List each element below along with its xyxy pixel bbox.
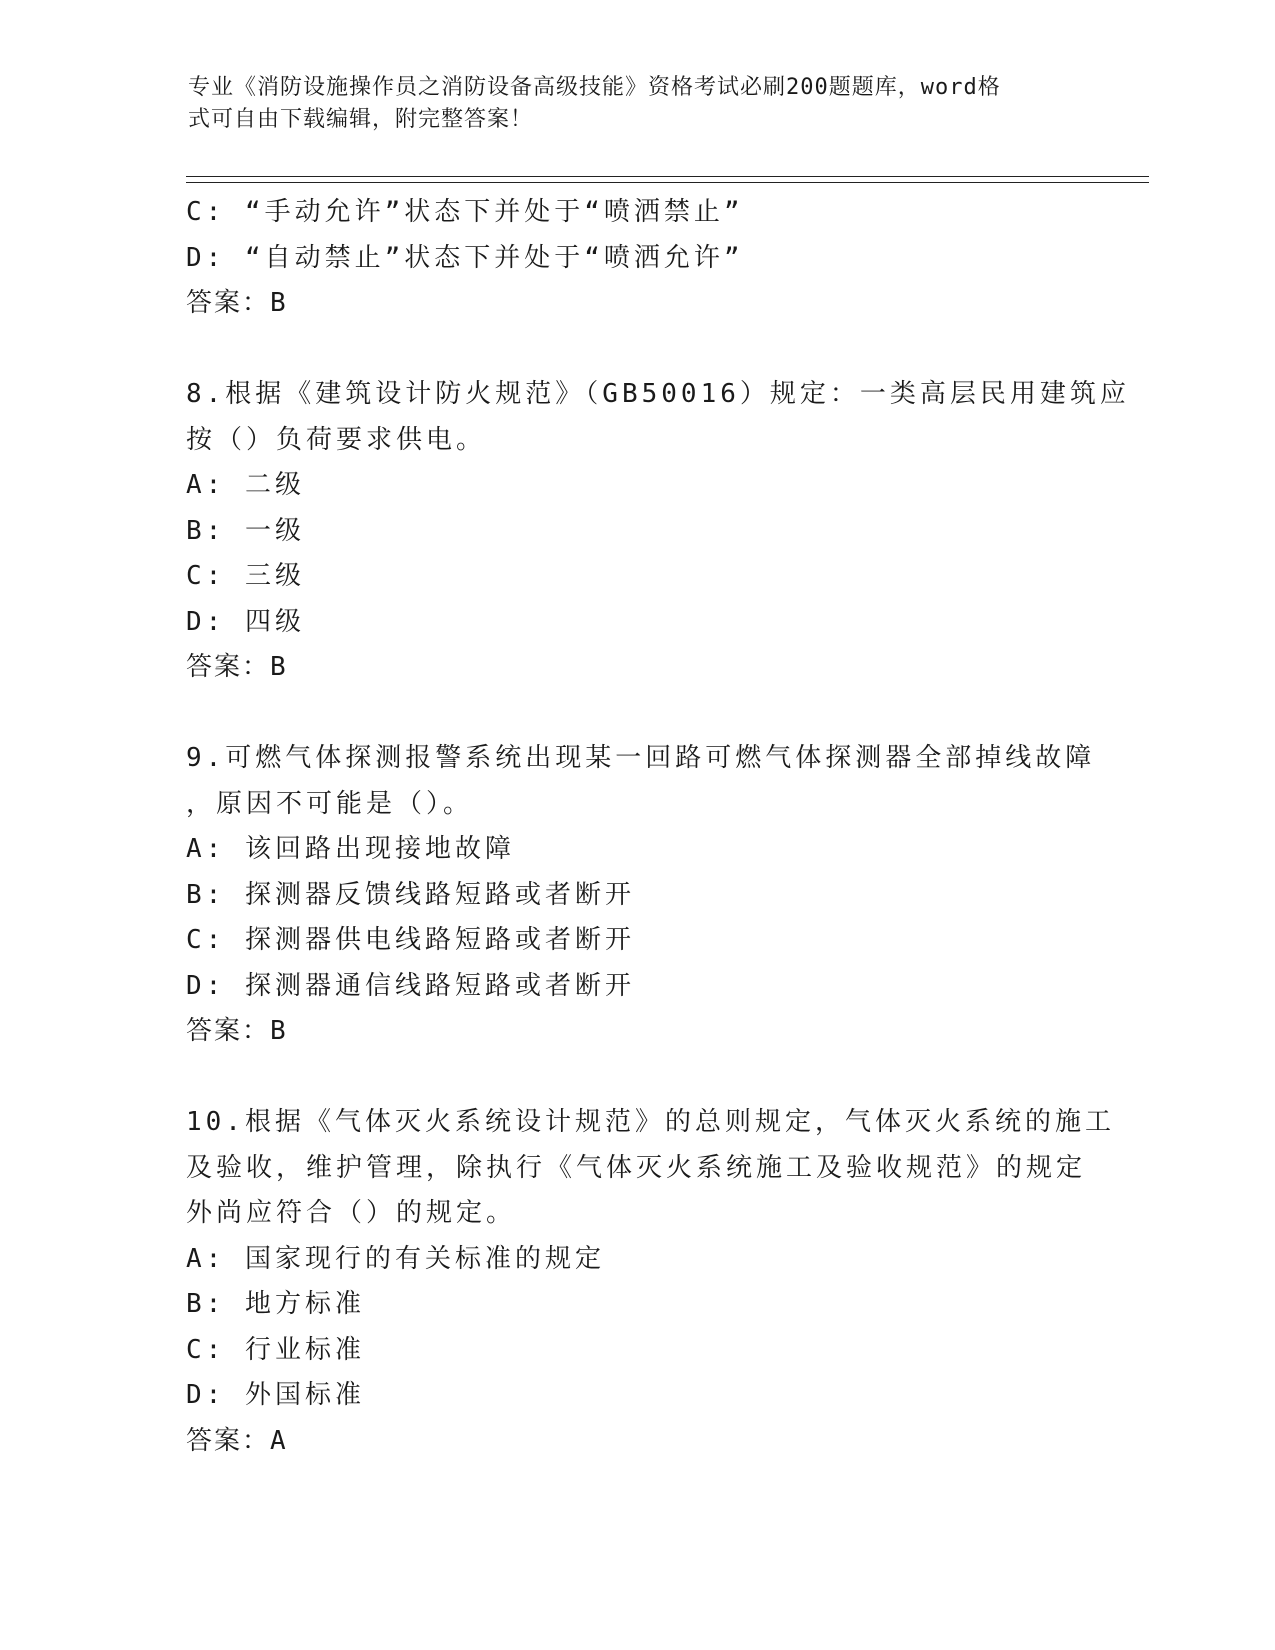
question-text: ，原因不可能是（）。: [186, 788, 474, 819]
option-a: A: 该回路出现接地故障: [186, 834, 515, 864]
answer: 答案：B: [186, 652, 288, 682]
option-d: D: 探测器通信线路短路或者断开: [186, 970, 635, 1001]
question-text: 按（）负荷要求供电。: [186, 424, 487, 455]
answer: 答案：B: [186, 1016, 288, 1046]
option-b: B: 探测器反馈线路短路或者断开: [186, 879, 635, 910]
header-line-1: 专业《消防设施操作员之消防设备高级技能》资格考试必刷200题题库，word格: [188, 75, 1001, 100]
question-text: 10.根据《气体灭火系统设计规范》的总则规定，气体灭火系统的施工: [186, 1107, 1115, 1137]
option-c: C: “手动允许”状态下并处于“喷洒禁止”: [186, 197, 744, 227]
question-9: [186, 736, 1096, 1055]
question-text: 及验收，维护管理，除执行《气体灭火系统施工及验收规范》的规定: [186, 1152, 1087, 1183]
option-a: A: 二级: [186, 470, 305, 500]
answer: 答案：A: [186, 1425, 288, 1456]
question-content: [186, 190, 1130, 1464]
option-c: C: 三级: [186, 561, 305, 591]
question-text: 8.根据《建筑设计防火规范》（GB50016）规定：一类高层民用建筑应: [186, 379, 1130, 409]
question-text: 外尚应符合（）的规定。: [186, 1198, 517, 1228]
question-10: [186, 1100, 1115, 1464]
option-c: C: 行业标准: [186, 1334, 365, 1365]
question-8: [186, 372, 1130, 691]
option-c: C: 探测器供电线路短路或者断开: [186, 925, 635, 955]
option-b: B: 一级: [186, 515, 305, 546]
option-a: A: 国家现行的有关标准的规定: [186, 1243, 605, 1274]
answer: 答案：B: [186, 288, 288, 318]
header-line-2: 式可自由下载编辑，附完整答案！: [188, 107, 534, 132]
option-d: D: “自动禁止”状态下并处于“喷洒允许”: [186, 242, 744, 273]
question-text: 9.可燃气体探测报警系统出现某一回路可燃气体探测器全部掉线故障: [186, 743, 1096, 773]
option-d: D: 四级: [186, 606, 305, 637]
document-header: [188, 72, 1068, 136]
header-divider-bottom: [186, 182, 1149, 183]
option-b: B: 地方标准: [186, 1289, 365, 1319]
option-d: D: 外国标准: [186, 1380, 365, 1410]
header-divider-top: [186, 176, 1149, 177]
